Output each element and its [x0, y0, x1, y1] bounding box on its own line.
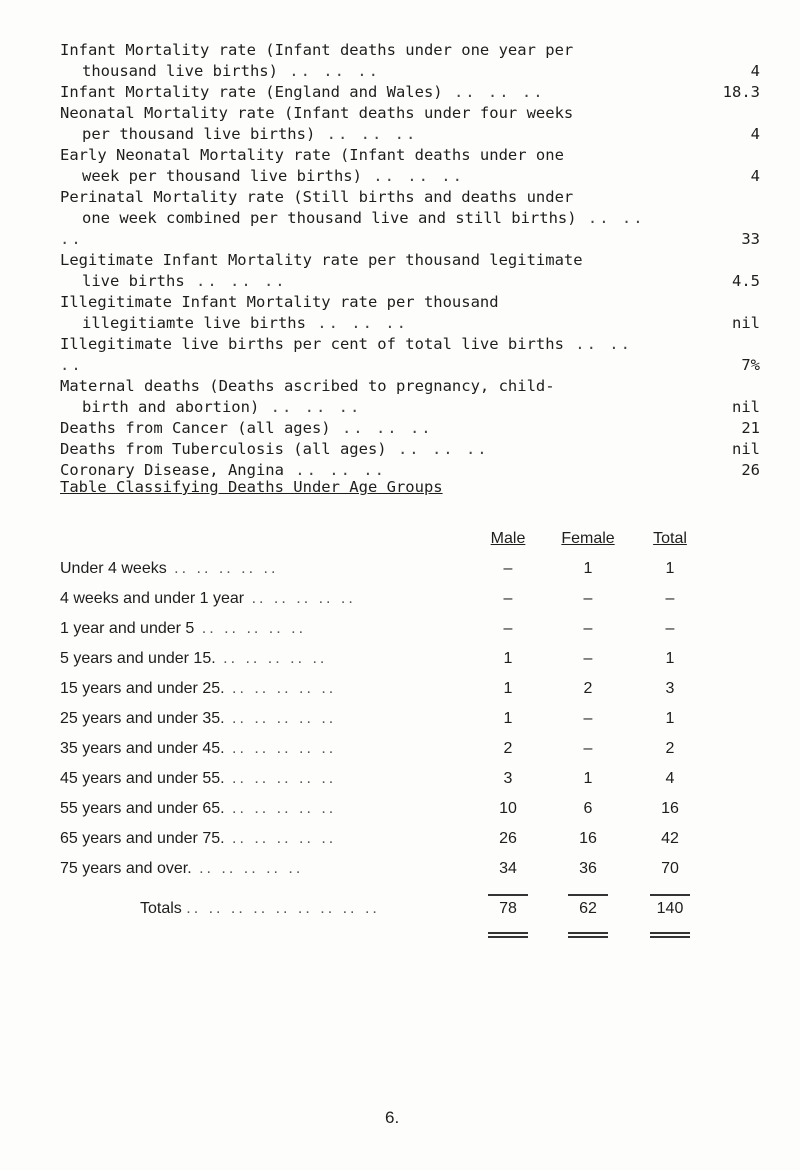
total-count: 1	[665, 710, 675, 727]
stat-label: Perinatal Mortality rate (Still births and deaths under	[60, 188, 574, 206]
age-group-label: 25 years and under 35.	[60, 710, 225, 727]
page-number: 6.	[385, 1108, 400, 1127]
totals-label: Totals	[140, 900, 182, 917]
stat-label: Coronary Disease, Angina	[60, 461, 284, 479]
table-header	[60, 530, 760, 560]
male-count: 1	[503, 650, 513, 667]
table-row: 15 years and under 25. .. .. .. .. .. 1 2 3	[60, 680, 760, 710]
table-row: 25 years and under 35. .. .. .. .. .. 1 – 1	[60, 710, 760, 740]
female-count: 6	[583, 800, 593, 817]
stat-value: nil	[732, 314, 760, 332]
male-count: –	[503, 590, 513, 607]
female-count: –	[583, 590, 593, 607]
totals-male: 78	[499, 900, 517, 917]
female-count: 2	[583, 680, 593, 697]
stat-label-continued: illegitiamte live births	[82, 314, 306, 332]
male-count: –	[503, 620, 513, 637]
totals-row: Totals .. .. .. .. .. .. .. .. .. 78 62 140	[60, 900, 760, 930]
total-count: 1	[665, 650, 675, 667]
female-count: –	[583, 710, 593, 727]
stat-label: Legitimate Infant Mortality rate per thousand legitimate	[60, 251, 583, 269]
stat-label: Deaths from Tuberculosis (all ages)	[60, 440, 387, 458]
total-count: 16	[661, 800, 679, 817]
male-count: 1	[503, 710, 513, 727]
age-group-label: Under 4 weeks	[60, 560, 167, 577]
age-group-label: 45 years and under 55.	[60, 770, 225, 787]
age-group-label: 55 years and under 65.	[60, 800, 225, 817]
totals-total: 140	[656, 900, 684, 917]
total-count: 1	[665, 560, 675, 577]
totals-double-rule	[60, 930, 760, 940]
male-count: 2	[503, 740, 513, 757]
stat-label: Neonatal Mortality rate (Infant deaths under four weeks	[60, 104, 574, 122]
female-count: 1	[583, 770, 593, 787]
table-row: 65 years and under 75. .. .. .. .. .. 26 16 42	[60, 830, 760, 860]
stat-value: 21	[741, 419, 760, 437]
total-count: 4	[665, 770, 675, 787]
age-group-label: 35 years and under 45.	[60, 740, 225, 757]
table-row: 5 years and under 15. .. .. .. .. .. 1 – 1	[60, 650, 760, 680]
female-count: –	[583, 740, 593, 757]
male-count: 1	[503, 680, 513, 697]
stat-item: Deaths from Tuberculosis (all ages) .. .. .. nil	[60, 440, 760, 458]
total-count: –	[665, 590, 675, 607]
total-count: 2	[665, 740, 675, 757]
total-header: Total	[653, 530, 687, 547]
male-count: 10	[499, 800, 517, 817]
table-row: 1 year and under 5 .. .. .. .. .. – – –	[60, 620, 760, 650]
stat-item: Neonatal Mortality rate (Infant deaths under four weeks per thousand live births) .. .. .. 4	[60, 104, 760, 143]
stat-item: Perinatal Mortality rate (Still births and deaths under one week combined per thousand live and still births) .. .. .. 33	[60, 188, 760, 248]
male-count: –	[503, 560, 513, 577]
female-count: 16	[579, 830, 597, 847]
table-row: 4 weeks and under 1 year .. .. .. .. .. – – –	[60, 590, 760, 620]
age-group-table	[60, 530, 760, 940]
female-count: 36	[579, 860, 597, 877]
age-group-label: 15 years and under 25.	[60, 680, 225, 697]
stat-value: 18.3	[722, 83, 760, 101]
stat-value: 4	[750, 167, 760, 185]
statistics-list	[60, 40, 760, 481]
table-row: Under 4 weeks .. .. .. .. .. – 1 1	[60, 560, 760, 590]
age-group-label: 1 year and under 5	[60, 620, 195, 637]
stat-item: Illegitimate live births per cent of total live births .. .. .. 7%	[60, 335, 760, 374]
table-row: 55 years and under 65. .. .. .. .. .. 10 6 16	[60, 800, 760, 830]
table-row: 35 years and under 45. .. .. .. .. .. 2 – 2	[60, 740, 760, 770]
table-row: 75 years and over. .. .. .. .. .. 34 36 70	[60, 860, 760, 890]
female-count: 1	[583, 560, 593, 577]
male-header: Male	[490, 530, 526, 547]
total-count: 3	[665, 680, 675, 697]
stat-value: 4	[750, 125, 760, 143]
stat-label-continued: thousand live births)	[82, 62, 278, 80]
age-group-label: 5 years and under 15.	[60, 650, 216, 667]
age-group-label: 4 weeks and under 1 year	[60, 590, 245, 607]
age-group-label: 75 years and over.	[60, 860, 192, 877]
female-header: Female	[561, 530, 615, 547]
stat-value: nil	[732, 440, 760, 458]
age-group-label: 65 years and under 75.	[60, 830, 225, 847]
stat-label: Infant Mortality rate (Infant deaths under one year per	[60, 41, 574, 59]
stat-item: Infant Mortality rate (Infant deaths under one year per thousand live births) .. .. .. 4	[60, 41, 760, 80]
table-row: 45 years and under 55. .. .. .. .. .. 3 1 4	[60, 770, 760, 800]
stat-label: Deaths from Cancer (all ages)	[60, 419, 331, 437]
stat-item: Early Neonatal Mortality rate (Infant deaths under one week per thousand live births) .. .. .. 4	[60, 146, 760, 185]
stat-item: Deaths from Cancer (all ages) .. .. .. 21	[60, 419, 760, 437]
stat-value: 4	[750, 62, 760, 80]
female-count: –	[583, 650, 593, 667]
stat-label-continued: one week combined per thousand live and still births)	[82, 209, 577, 227]
stat-label: Early Neonatal Mortality rate (Infant deaths under one	[60, 146, 564, 164]
stat-value: 4.5	[732, 272, 760, 290]
stat-label-continued: per thousand live births)	[82, 125, 316, 143]
totals-rule	[60, 890, 760, 900]
stat-item: Infant Mortality rate (England and Wales) .. .. .. 18.3	[60, 83, 760, 101]
stat-item: Legitimate Infant Mortality rate per thousand legitimate live births .. .. .. 4.5	[60, 251, 760, 290]
stat-label-continued: week per thousand live births)	[82, 167, 362, 185]
stat-label-continued: live births	[82, 272, 185, 290]
total-count: 42	[661, 830, 679, 847]
totals-female: 62	[579, 900, 597, 917]
stat-label-continued: birth and abortion)	[82, 398, 260, 416]
stat-value: 7%	[741, 356, 760, 374]
male-count: 3	[503, 770, 513, 787]
stat-value: 26	[741, 461, 760, 479]
stat-value: 33	[741, 230, 760, 248]
table-body	[60, 560, 760, 890]
male-count: 34	[499, 860, 517, 877]
table-title: Table Classifying Deaths Under Age Groups	[60, 478, 443, 496]
stat-item: Maternal deaths (Deaths ascribed to pregnancy, child- birth and abortion) .. .. .. nil	[60, 377, 760, 416]
stat-item: Illegitimate Infant Mortality rate per thousand illegitiamte live births .. .. .. nil	[60, 293, 760, 332]
total-count: –	[665, 620, 675, 637]
stat-value: nil	[732, 398, 760, 416]
stat-label: Maternal deaths (Deaths ascribed to pregnancy, child-	[60, 377, 555, 395]
total-count: 70	[661, 860, 679, 877]
male-count: 26	[499, 830, 517, 847]
female-count: –	[583, 620, 593, 637]
stat-label: Illegitimate live births per cent of total live births	[60, 335, 564, 353]
stat-label: Infant Mortality rate (England and Wales)	[60, 83, 443, 101]
stat-label: Illegitimate Infant Mortality rate per thousand	[60, 293, 499, 311]
stat-item: Coronary Disease, Angina .. .. .. 26	[60, 461, 760, 479]
